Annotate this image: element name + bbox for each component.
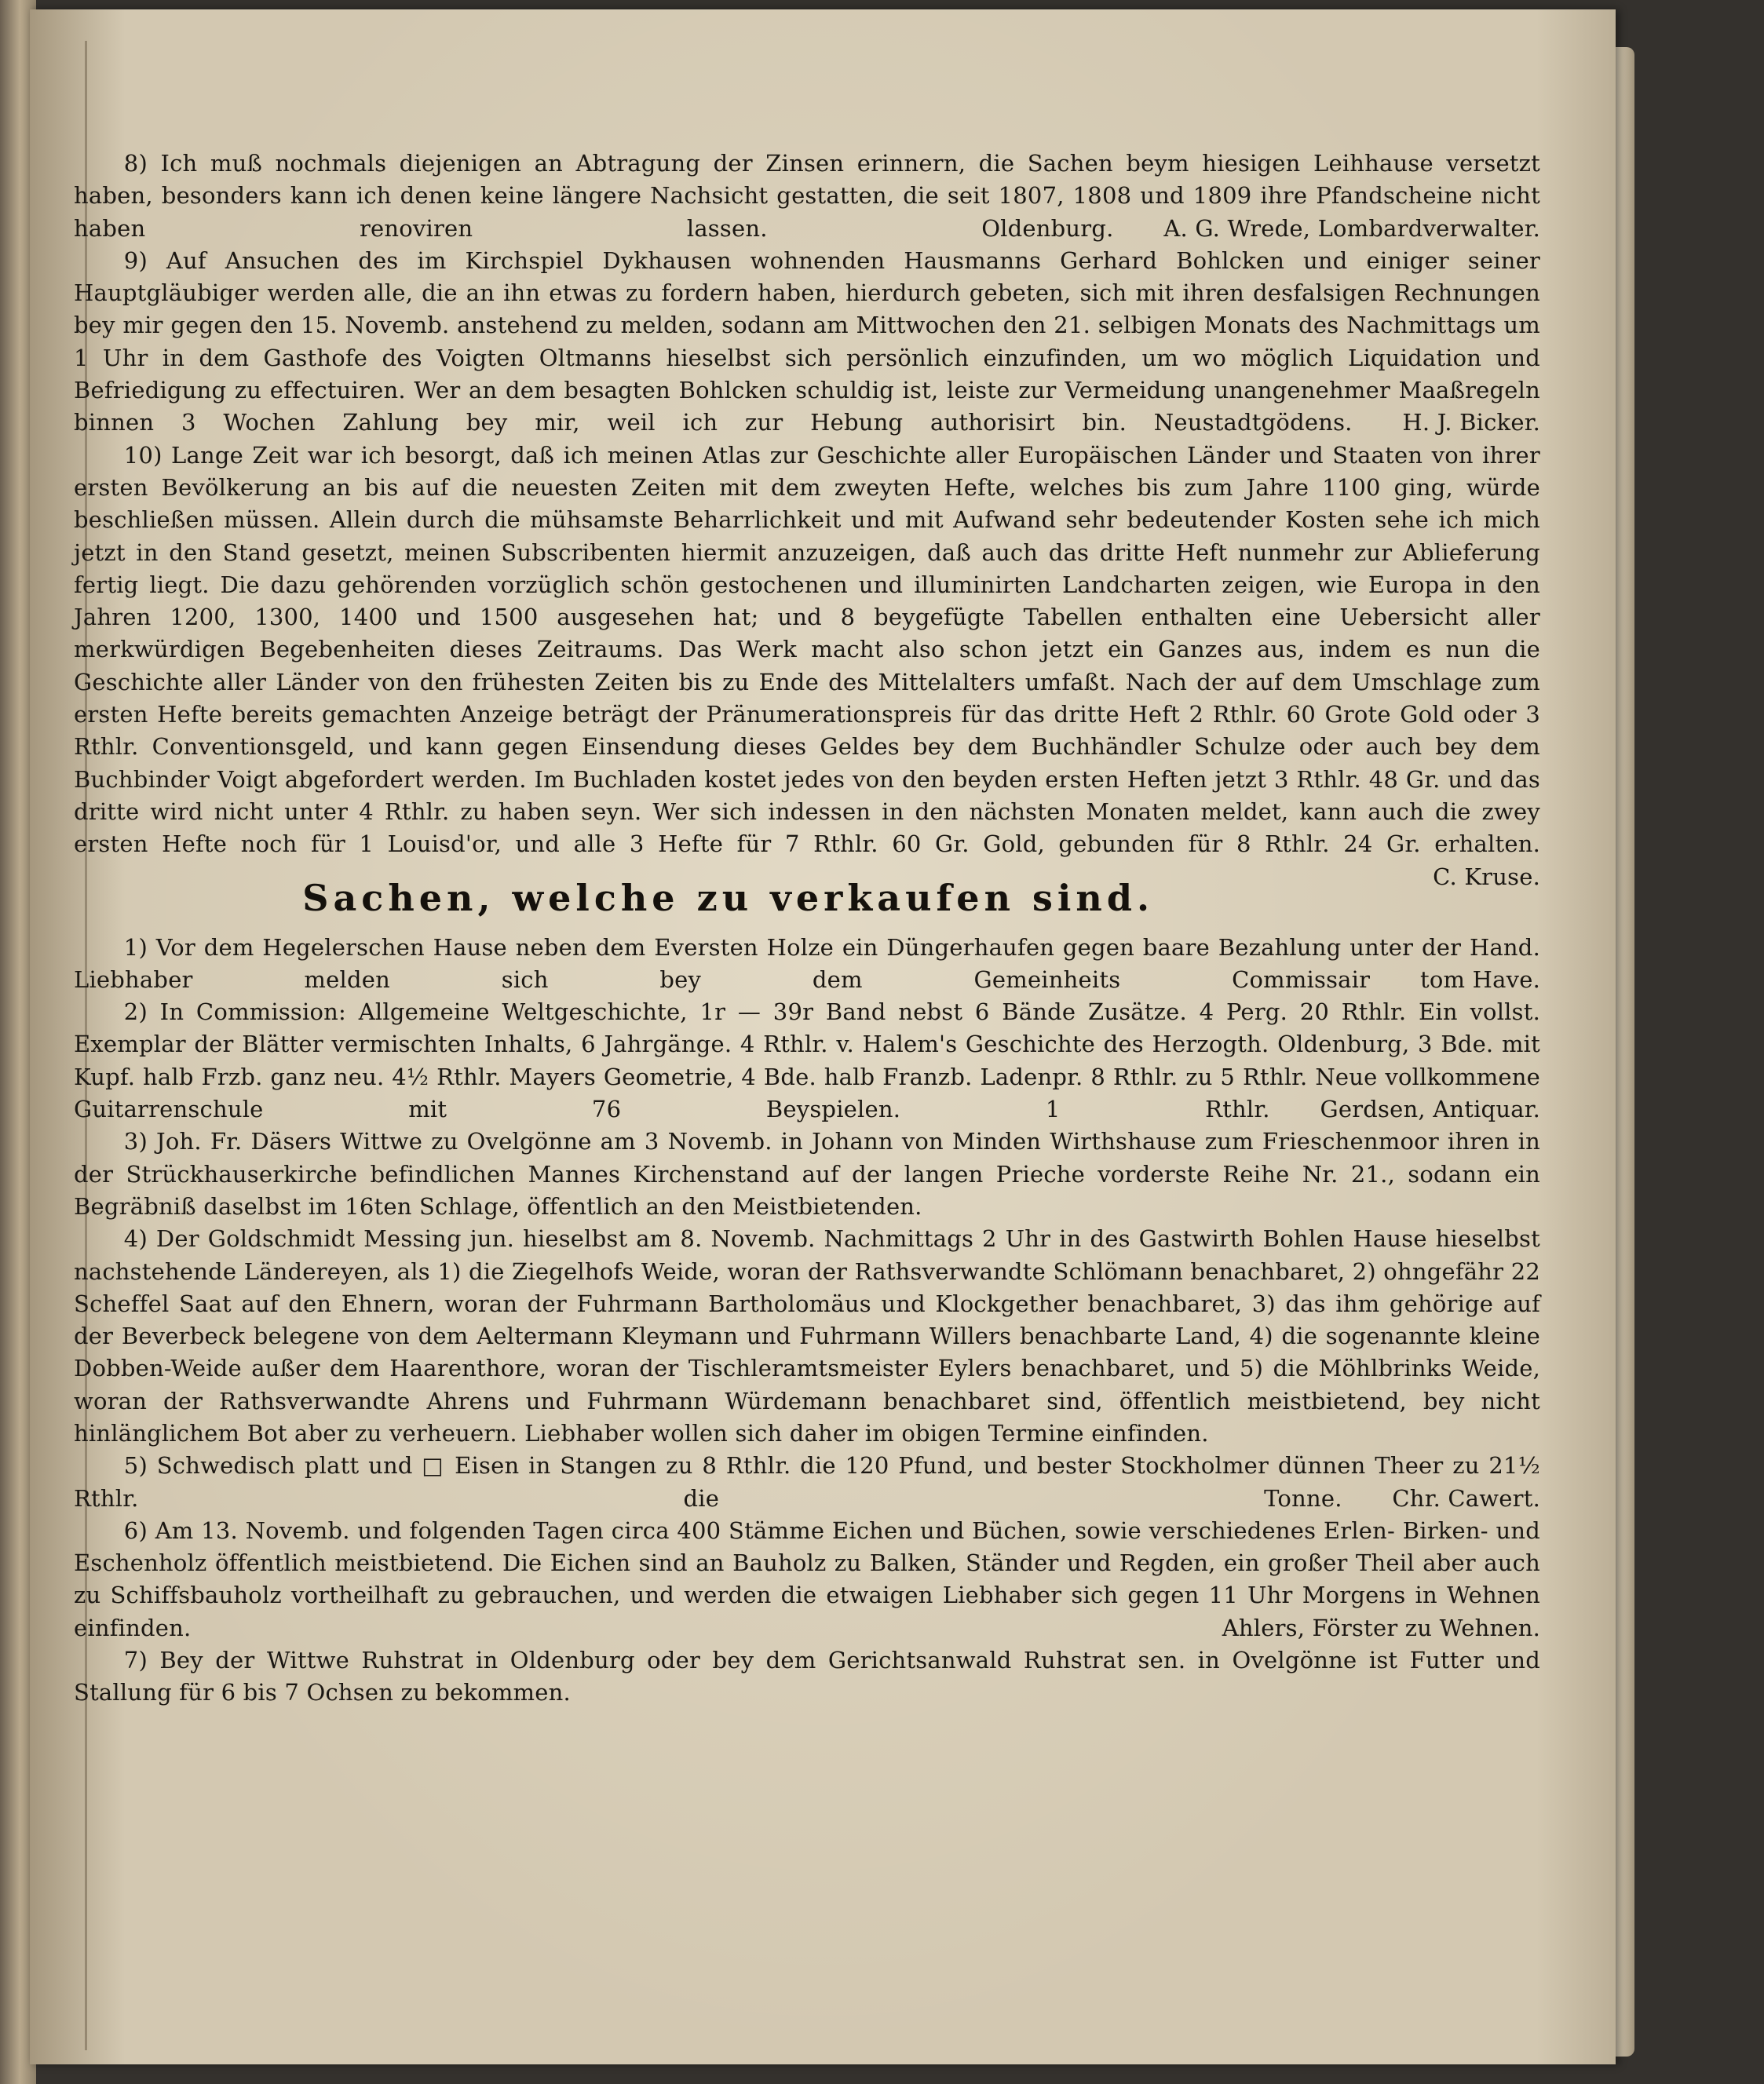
notice-10-signature: C. Kruse.	[1433, 863, 1540, 890]
notice-9-text: 9) Auf Ansuchen des im Kirchspiel Dykhausen wohnenden Hausmanns Gerhard Bohlcken und einiger seiner Hauptgläubiger werden alle, die an ihn etwas zu fordern haben, hierdurch gebeten, sich mit ihren desfalsigen Rechnungen bey mir gegen den 15. Novemb. anstehend zu melden, sodann am Mittwochen den 21. selbigen Monats des Nachmittags um 1 Uhr in dem Gasthofe des Voigten Oltmanns hieselbst sich persönlich einzufinden, um wo möglich Liquidation und Befriedigung zu effectuiren. Wer an dem besagten Bohlcken schuldig ist, leiste zur Vermeidung unangenehmer Maaßregeln binnen 3 Wochen Zahlung bey mir, weil ich zur Hebung authorisirt bin. Neustadtgödens.	[74, 246, 1540, 436]
sale-3-text: 3) Joh. Fr. Däsers Wittwe zu Ovelgönne am 3 Novemb. in Johann von Minden Wirthshause zum Frieschenmoor ihren in der Strückhauserkirche befindlichen Mannes Kirchenstand auf der langen Prieche vorderste Reihe Nr. 21., sodann ein Begräbniß daselbst im 16ten Schlage, öffentlich an den Meistbietenden.	[74, 1128, 1540, 1220]
notice-10	[74, 440, 1540, 890]
section-heading: Sachen, welche zu verkaufen sind.	[302, 876, 1155, 919]
sale-7	[74, 1644, 1540, 1710]
sale-4-text: 4) Der Goldschmidt Messing jun. hieselbst am 8. Novemb. Nachmittags 2 Uhr in des Gastwirth Bohlen Hause hieselbst nachstehende Ländereyen, als 1) die Ziegelhofs Weide, woran der Rathsverwandte Schlömann benachbaret, 2) ohngefähr 22 Scheffel Saat auf den Ehnern, woran der Fuhrmann Bartholomäus und Klockgether benachbaret, 3) das ihm gehörige auf der Beverbeck belegene von dem Aeltermann Kleymann und Fuhrmann Willers benachbarte Land, 4) die sogenannte kleine Dobben-Weide außer dem Haarenthore, woran der Tischleramtsmeister Eylers benachbaret, und 5) die Möhlbrinks Weide, woran der Rathsverwandte Ahrens und Fuhrmann Würdemann benachbaret sind, öffentlich meistbietend, bey nicht hinlänglichem Bot aber zu verheuern. Liebhaber wollen sich daher im obigen Termine einfinden.	[74, 1225, 1540, 1447]
sale-5	[74, 1450, 1540, 1515]
sale-7-text: 7) Bey der Wittwe Ruhstrat in Oldenburg oder bey dem Gerichtsanwald Ruhstrat sen. in Ovelgönne ist Futter und Stallung für 6 bis 7 Ochsen zu bekommen.	[74, 1647, 1540, 1706]
sale-6-signature: Ahlers, Förster zu Wehnen.	[1222, 1614, 1540, 1641]
sale-2	[74, 996, 1540, 1126]
sale-1	[74, 932, 1540, 997]
notice-9-signature: H. J. Bicker.	[1402, 409, 1540, 436]
sale-1-signature: tom Have.	[1420, 965, 1540, 993]
sale-6	[74, 1515, 1540, 1644]
sale-3	[74, 1126, 1540, 1223]
sale-4	[74, 1223, 1540, 1450]
notice-8-text: 8) Ich muß nochmals diejenigen an Abtragung der Zinsen erinnern, die Sachen beym hiesigen Leihhause versetzt haben, besonders kann ich denen keine längere Nachsicht gestatten, die seit 1807, 1808 und 1809 ihre Pfandscheine nicht haben renoviren lassen. Oldenburg.	[74, 150, 1540, 242]
notice-8-signature: A. G. Wrede, Lombardverwalter.	[1163, 214, 1540, 242]
sale-2-signature: Gerdsen, Antiquar.	[1320, 1096, 1540, 1123]
sale-6-text: 6) Am 13. Novemb. und folgenden Tagen circa 400 Stämme Eichen und Büchen, sowie verschiedenes Erlen- Birken- und Eschenholz öffentlich meistbietend. Die Eichen sind an Bauholz zu Balken, Ständer und Regden, ein großer Theil aber auch zu Schiffsbauholz vortheilhaft zu gebrauchen, und werden die etwaigen Liebhaber sich gegen 11 Uhr Morgens in Wehnen einfinden.	[74, 1516, 1540, 1641]
notice-8	[74, 148, 1540, 245]
notice-9	[74, 245, 1540, 440]
sale-5-signature: Chr. Cawert.	[1392, 1484, 1540, 1512]
page-text	[74, 148, 1540, 1710]
sale-1-text: 1) Vor dem Hegelerschen Hause neben dem Eversten Holze ein Düngerhaufen gegen baare Bezahlung unter der Hand. Liebhaber melden sich bey dem Gemeinheits Commissair	[74, 933, 1540, 993]
notice-10-text: 10) Lange Zeit war ich besorgt, daß ich meinen Atlas zur Geschichte aller Europäischen Länder und Staaten von ihrer ersten Bevölkerung an bis auf die neuesten Zeiten mit dem zweyten Hefte, welches bis zum Jahre 1100 ging, würde beschließen müssen. Allein durch die mühsamste Beharrlichkeit und mit Aufwand sehr bedeutender Kosten sehe ich mich jetzt in den Stand gesetzt, meinen Subscribenten hiermit anzuzeigen, daß auch das dritte Heft nunmehr zur Ablieferung fertig liegt. Die dazu gehörenden vorzüglich schön gestochenen und illuminirten Landcharten zeigen, wie Europa in den Jahren 1200, 1300, 1400 und 1500 ausgesehen hat; und 8 beygefügte Tabellen enthalten eine Uebersicht aller merkwürdigen Begebenheiten dieses Zeitraums. Das Werk macht also schon jetzt ein Ganzes aus, indem es nun die Geschichte aller Länder von den frühesten Zeiten bis zu Ende des Mittelalters umfaßt. Nach der auf dem Umschlage zum ersten Hefte bereits gemachten Anzeige beträgt der Pränumerationspreis für das dritte Heft 2 Rthlr. 60 Grote Gold oder 3 Rthlr. Conventionsgeld, und kann gegen Einsendung dieses Geldes bey dem Buchhändler Schulze oder auch bey dem Buchbinder Voigt abgefordert werden. Im Buchladen kostet jedes von den beyden ersten Heften jetzt 3 Rthlr. 48 Gr. und das dritte wird nicht unter 4 Rthlr. zu haben seyn. Wer sich indessen in den nächsten Monaten meldet, kann auch die zwey ersten Hefte noch für 1 Louisd'or, und alle 3 Hefte für 7 Rthlr. 60 Gr. Gold, gebunden für 8 Rthlr. 24 Gr. erhalten.	[74, 441, 1540, 858]
sale-5-text: 5) Schwedisch platt und □ Eisen in Stangen zu 8 Rthlr. die 120 Pfund, und bester Stockholmer dünnen Theer zu 21½ Rthlr. die Tonne.	[74, 1452, 1540, 1512]
sale-2-text: 2) In Commission: Allgemeine Weltgeschichte, 1r — 39r Band nebst 6 Bände Zusätze. 4 Perg. 20 Rthlr. Ein vollst. Exemplar der Blätter vermischten Inhalts, 6 Jahrgänge. 4 Rthlr. v. Halem's Geschichte des Herzogth. Oldenburg, 3 Bde. mit Kupf. halb Frzb. ganz neu. 4½ Rthlr. Mayers Geometrie, 4 Bde. halb Franzb. Ladenpr. 8 Rthlr. zu 5 Rthlr. Neue vollkommene Guitarrenschule mit 76 Beyspielen. 1 Rthlr.	[74, 998, 1540, 1123]
